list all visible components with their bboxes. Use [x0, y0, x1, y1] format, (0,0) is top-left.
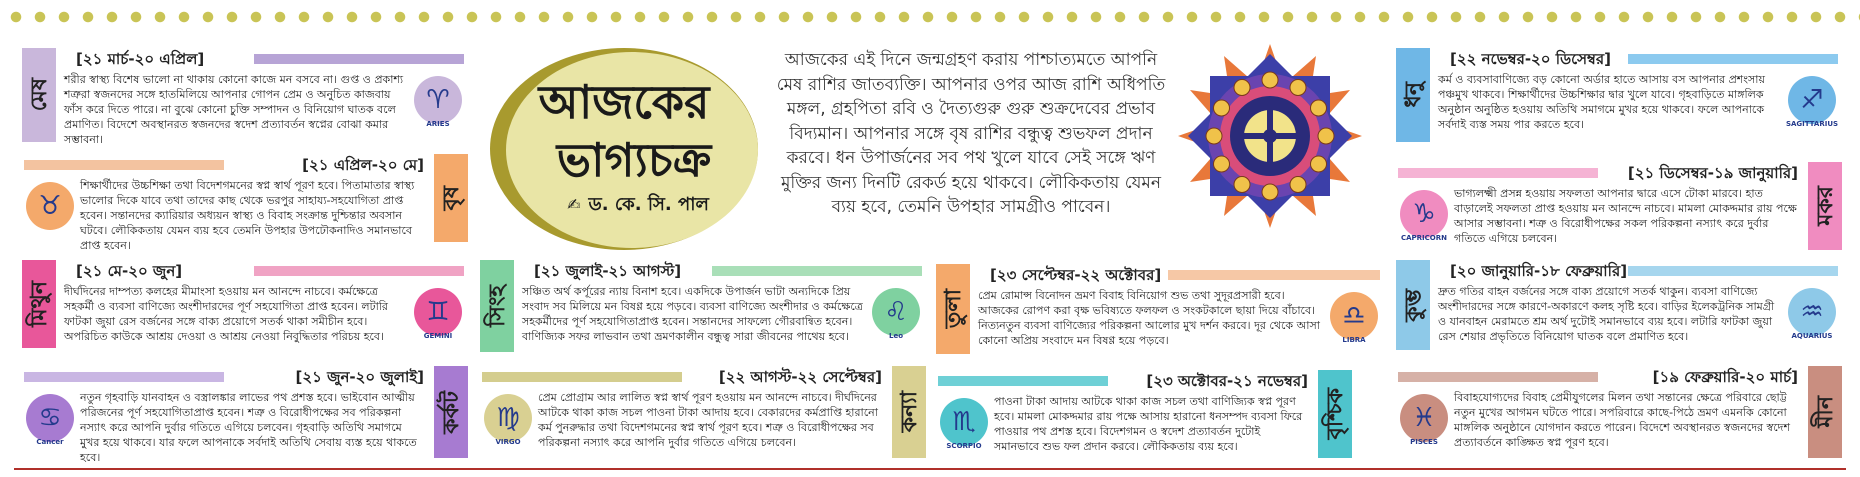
horoscope-text: দ্রুত গতির বাহন বর্জনের সঙ্গে বাক্য প্রয়োগে সতর্ক থাকুন। ব্যবসা বাণিজ্যে অংশীদারদের সঙ্গে কারণে-অকারণে কলহ সৃষ্টি হবে। বাড়ির ইলেকট্রনিক সামগ্রী ও যানবাহন মেরামতে শ্রম অর্থ দুটোই সমানভাবে ব্যয় হবে। লটারি ফাটকা জুয়া রেস শেয়ার প্রভৃতিতে বিনিয়োগ ঘাতক বলে প্রমাণিত হবে। — [1438, 285, 1775, 343]
cancer-icon: ♋ Cancer — [26, 394, 74, 442]
sign-name: মিথুন — [26, 281, 52, 327]
page-title-line1: আজকের — [538, 75, 710, 129]
horoscope-card-tula — [936, 262, 1384, 358]
date-range: [২২ আগস্ট-২২ সেপ্টেম্বর] — [718, 368, 882, 386]
sign-name: ধনু — [1400, 82, 1426, 108]
sign-name: মেষ — [26, 78, 52, 112]
horoscope-card-kanya — [480, 364, 926, 462]
page-title-line2: ভাগ্যচক্র — [556, 133, 712, 187]
header-bar — [1398, 168, 1598, 178]
bottom-rule — [14, 468, 1846, 470]
sign-name-tab — [434, 366, 468, 458]
author-name: ড. কে. সি. পাল — [588, 194, 709, 215]
pen-icon: ✍ — [567, 195, 581, 214]
header-bar — [938, 376, 1108, 386]
emblem-label: AQUARIUS — [1791, 332, 1833, 340]
horoscope-card-kumbha — [1396, 258, 1842, 354]
emblem-label: Cancer — [36, 438, 64, 446]
sign-name-tab — [1808, 162, 1842, 250]
emblem-label: VIRGO — [495, 438, 521, 446]
horoscope-text: সঞ্চিত অর্থ কর্পূরের ন্যায় বিনাশ হবে। একদিকে উপার্জন ভাটা অন্যদিকে প্রিয় সংবাদ সব মিলিয়ে মন বিষণ্ণ হয়ে পড়বে। ব্যবসা বাণিজ্যে অংশীদার ও কর্মক্ষেত্রে সহকর্মীদের পূর্ণ সহযোগিতাপ্রাপ্ত হবেন। সন্তানদের সাফল্যে গৌরবান্বিত হবেন। বাণিজ্যিক সফর লাভবান তথা ভ্রমণকালীন বন্ধুত্ব সারা জীবনের পাথেয় হবে। — [522, 285, 863, 343]
emblem-label: ARIES — [426, 120, 450, 128]
header-bar — [482, 372, 682, 382]
date-range: [২০ জানুয়ারি-১৮ ফেব্রুয়ারি] — [1450, 262, 1628, 280]
header-bar — [1628, 266, 1838, 276]
libra-icon: ♎ LIBRA — [1330, 292, 1378, 340]
sign-name-tab — [22, 48, 56, 142]
capricorn-icon: ♑ CAPRICORN — [1400, 190, 1448, 238]
taurus-icon: ♉ — [26, 182, 74, 230]
horoscope-card-dhanu — [1396, 46, 1842, 146]
horoscope-text: ভাগ্যলক্ষ্মী প্রসন্ন হওয়ায় সফলতা আপনার দ্বারে এসে টোকা মারবে। হাত বাড়ালেই সফলতা প্রাপ্ত হওয়ায় মন আনন্দে নাচবে। মামলা মোকদ্দমার রায় পক্ষে আসার সম্ভাবনা। শত্রু ও বিরোধীপক্ষের সকল পরিকল্পনা নস্যাৎ করে দুর্বার গতিতে এগিয়ে চলবেন। — [1454, 187, 1797, 245]
sign-name-tab — [892, 366, 926, 458]
sign-name-tab — [1396, 48, 1430, 142]
horoscope-text: পাওনা টাকা আদায় আটকে থাকা কাজ সচল তথা বাণিজ্যিক স্বপ্ন পূরণ হবে। মামলা মোকদ্দমার রায় পক্ষে আসায় হারানো ধনসম্পদ ব্যবসা ফিরে পাওয়ার পথ প্রশস্ত হবে। বিদেশগমন ও স্বদেশ প্রত্যাবর্তন দুটোই সমানভাবে শুভ ফল প্রদান করবে। লৌকিকতায় ব্যয় হবে। — [994, 395, 1303, 453]
intro-paragraph: আজকের এই দিনে জন্মগ্রহণ করায় পাশ্চাত্যমতে আপনি মেষ রাশির জাতব্যক্তি। আপনার ওপর আজ রাশি অধিপতি মঙ্গল, গ্রহপিতা রবি ও দৈত্যগুরু গুরু শুক্রদেবের প্রভাব বিদ্যমান। আপনার সঙ্গে বৃষ রাশির বন্ধুত্ব শুভফল প্রদান করবে। ধন উপার্জনের সব পথ খুলে যাবে সেই সঙ্গে ঋণ মুক্তির জন্য দিনটি রেকর্ড হয়ে থাকবে। লৌকিকতায় যেমন ব্যয় হবে, তেমনি উপহার সামগ্রীও পাবেন। — [776, 50, 1166, 217]
date-range: [২৩ সেপ্টেম্বর-২২ অক্টোবর] — [990, 266, 1162, 284]
leo-icon: ♌ Leo — [872, 288, 920, 336]
emblem-label: GEMINI — [423, 332, 453, 340]
emblem-label: SCORPIO — [946, 442, 982, 450]
date-range: [২৩ অক্টোবর-২১ নভেম্বর] — [1146, 372, 1308, 390]
sign-name: বৃশ্চিক — [1322, 388, 1348, 440]
sign-name: কুম্ভ — [1400, 288, 1426, 322]
header-bar — [24, 372, 224, 382]
horoscope-card-mesh — [22, 46, 468, 146]
date-range: [২১ মে-২০ জুন] — [76, 262, 183, 280]
date-range: [২১ জুলাই-২১ আগস্ট] — [534, 262, 682, 280]
header-bar — [712, 266, 922, 276]
horoscope-text: দীর্ঘদিনের দাম্পত্য কলহের মীমাংসা হওয়ায় মন আনন্দে নাচবে। কর্মক্ষেত্রে সহকর্মী ও ব্যবসা বাণিজ্যে অংশীদারদের পূর্ণ সহযোগিতা প্রাপ্ত হবেন। লটারি ফাটকা জুয়া রেস বর্জনের সঙ্গে বাক্য প্রয়োগে সতর্ক থাকা সমীচীন হবে। অপরিচিত কাউকে আশ্রয় দেওয়া ও আশ্রয় নেওয়া নিবুদ্ধিতার পরিচয় হবে। — [64, 285, 388, 343]
header-bar — [1168, 270, 1380, 280]
header-bar — [254, 54, 464, 64]
date-range: [২১ মার্চ-২০ এপ্রিল] — [76, 50, 205, 68]
header-bar — [1628, 54, 1838, 64]
header-bar — [1398, 372, 1598, 382]
horoscope-text: বিবাহযোগ্যদের বিবাহ প্রেমীযুগলের মিলন তথা সন্তানের ক্ষেত্রে পরিবারে ছোট্ট নতুন মুখের আগমন ঘটতে পারে। সপরিবারে কাছে-পিঠে ভ্রমণ এমনকি কোনো মাঙ্গলিক অনুষ্ঠানে যোগদান করতে পারেন। বিদেশে অবস্থানরত স্বজনদের স্বদেশ প্রত্যাবর্তনে কাঙ্ক্ষিত স্বপ্ন পূরণ হবে। — [1454, 391, 1790, 449]
sign-name: বৃষ — [438, 185, 464, 211]
horoscope-card-makar — [1396, 160, 1842, 254]
scorpio-icon: ♏ SCORPIO — [940, 398, 988, 446]
sign-name-tab — [1318, 370, 1352, 458]
sign-name: কর্কট — [438, 390, 464, 434]
emblem-label: CAPRICORN — [1400, 234, 1448, 242]
sign-name-tab — [22, 260, 56, 348]
horoscope-text: শিক্ষার্থীদের উচ্চশিক্ষা তথা বিদেশগমনের স্বপ্ন স্বার্থ পূরণ হবে। পিতামাতার স্বাস্থ্য ভালোর দিকে যাবে তথা তাদের কাছ থেকে ভরপুর সাহায্য-সহযোগিতা প্রাপ্ত হবেন। সন্তানদের ক্যারিয়ার অধ্যয়ন স্বাস্থ্য ও বিবাহ সংক্রান্ত দুশ্চিন্তার অবসান ঘটবে। লৌকিকতায় যেমন ব্যয় হবে তেমনি উপহার উপঢৌকনাদিও সমানভাবে প্রাপ্ত হবেন। — [80, 179, 415, 252]
sign-name: তুলা — [940, 289, 966, 329]
horoscope-card-meen — [1396, 364, 1842, 462]
sign-name-tab — [1396, 260, 1430, 350]
date-range: [২১ ডিসেম্বর-১৯ জানুয়ারি] — [1627, 164, 1798, 182]
aries-icon: ♈ ARIES — [414, 76, 462, 124]
aquarius-icon: ♒ AQUARIUS — [1788, 288, 1836, 336]
horoscope-card-singha — [480, 258, 926, 356]
pisces-icon: ♓ PISCES — [1400, 394, 1448, 442]
sign-name-tab — [1808, 366, 1842, 458]
header-bar — [254, 266, 464, 276]
date-range: [২১ জুন-২০ জুলাই] — [295, 368, 424, 386]
sign-name: কন্যা — [896, 391, 922, 433]
emblem-label: PISCES — [1410, 438, 1438, 446]
sign-name: সিংহ — [484, 285, 510, 327]
horoscope-text: প্রেম রোমান্স বিনোদন ভ্রমণ বিবাহ বিনিয়োগ শুভ তথা সুদূরপ্রসারী হবে। আজকের রোপণ করা বৃক্ষ ভবিষ্যতে ফলফল ও সংকটকালে ছায়া দিয়ে বাঁচাবে। নিত্যনতুন ব্যবসা বাণিজ্যের পরিকল্পনা আলোর মুখ দর্শন করবে। দূর থেকে আসা কোনো অপ্রিয় সংবাদে মন বিষণ্ণ হয়ে পড়বে। — [978, 289, 1320, 347]
author-line — [504, 190, 772, 221]
sign-name: মকর — [1812, 186, 1838, 226]
virgo-icon: ♍ VIRGO — [484, 394, 532, 442]
horoscope-card-brish — [22, 152, 468, 252]
horoscope-card-vrischik — [936, 368, 1352, 462]
zodiac-wheel-icon — [1178, 44, 1362, 228]
header-bar — [24, 160, 224, 170]
horoscope-card-karkat — [22, 364, 468, 462]
sagittarius-icon: ♐ SAGITTARIUS — [1788, 76, 1836, 124]
gemini-icon: ♊ GEMINI — [414, 288, 462, 336]
date-range: [২১ এপ্রিল-২০ মে] — [302, 156, 424, 174]
sign-name-tab — [936, 264, 970, 354]
horoscope-text: কর্ম ও ব্যবসাবাণিজ্যে বড় কোনো অর্ডার হাতে আসায় বস আপনার প্রশংসায় পঞ্চমুখ থাকবে। শিক্ষার্থীদের উচ্চশিক্ষার দ্বার খুলে যাবে। গৃহবাড়িতে মাঙ্গলিক অনুষ্ঠান অনুষ্ঠিত হওয়ায় অতিথি সমাগমে মুখর হয়ে থাকবে। ফলে আপনাকে সর্বদাই ব্যস্ত সময় পার করতে হবে। — [1438, 73, 1765, 131]
horoscope-text: প্রেম প্রোগ্রাম আর লালিত স্বপ্ন স্বার্থ পূরণ হওয়ায় মন আনন্দে নাচবে। দীর্ঘদিনের আটকে থাকা কাজ সচল পাওনা টাকা আদায় হবে। বেকারদের কর্মপ্রাপ্তি হারানো কর্ম পুনরুদ্ধার তথা বিদেশগমনের স্বপ্ন স্বার্থ পূরণ হবে। শত্রু ও বিরোধীপক্ষের সব পরিকল্পনা নস্যাৎ করে আপনি দুর্বার গতিতে এগিয়ে চলবেন। — [538, 391, 878, 449]
sign-name: মীন — [1812, 396, 1838, 428]
date-range: [১৯ ফেব্রুয়ারি-২০ মার্চ] — [1652, 368, 1798, 386]
dotted-border — [0, 6, 1860, 28]
horoscope-text: শরীর স্বাস্থ্য বিশেষ ভালো না থাকায় কোনো কাজে মন বসবে না। গুপ্ত ও প্রকাশ্য শত্রুরা স্বজনদের সঙ্গে হাতমিলিয়ে আপনার গোপন প্রেম ও অনুচিত কাজবায় ফাঁস করে দিতে পারে। না বুঝে কোনো চুক্তি সম্পাদন ও বিনিয়োগ ঘাতক বলে প্রমাণিত। বিদেশে অবস্থানরত স্বজনদের স্বদেশ প্রত্যাবর্তন স্বপ্নের বোঝা কমার সম্ভাবনা। — [64, 73, 404, 146]
horoscope-card-mithun — [22, 258, 468, 352]
title-disc — [490, 48, 758, 250]
sign-name-tab — [480, 260, 514, 352]
horoscope-text: নতুন গৃহবাড়ি যানবাহন ও বস্ত্রালঙ্কার লাভের পথ প্রশস্ত হবে। ভাইবোন আত্মীয় পরিজনের পূর্ণ সহযোগিতাপ্রাপ্ত হবেন। শত্রু ও বিরোধীপক্ষের সব পরিকল্পনা নস্যাৎ করে আপনি দুর্বার গতিতে এগিয়ে চলবেন। গৃহবাড়ি অতিথি সমাগমে মুখর হয়ে থাকবে। যার ফলে আপনাকে সর্বদাই অতিথি সেবায় ব্যস্ত হয়ে থাকতে হবে। — [80, 391, 417, 464]
emblem-label: SAGITTARIUS — [1785, 120, 1839, 128]
date-range: [২২ নভেম্বর-২০ ডিসেম্বর] — [1450, 50, 1611, 68]
emblem-label: Leo — [888, 332, 904, 340]
emblem-label: LIBRA — [1342, 336, 1366, 344]
sign-name-tab — [434, 154, 468, 242]
